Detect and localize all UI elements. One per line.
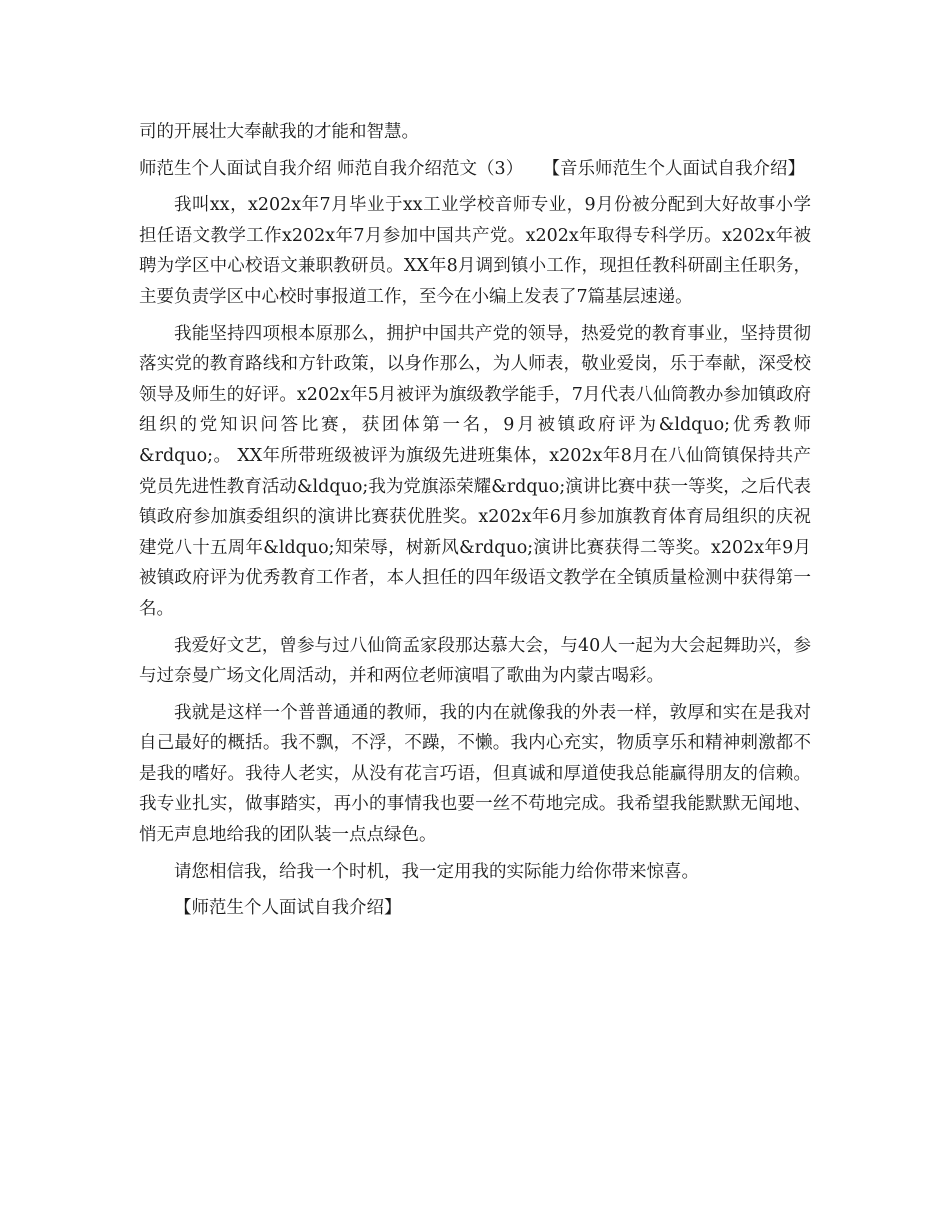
section-subtitle: 【音乐师范生个人面试自我介绍】 bbox=[551, 158, 805, 179]
closing-heading: 【师范生个人面试自我介绍】 bbox=[174, 898, 402, 919]
paragraph-4: 我就是这样一个普普通通的教师，我的内在就像我的外表一样，敦厚和实在是我对自己最好的概括。我不飘，不浮，不躁，不懒。我内心充实，物质享乐和精神刺激都不是我的嗜好。我待人老实，从没有花言巧语，但真诚和厚道使我总能赢得朋友的信赖。我专业扎实，做事踏实，再小的事情我也要一丝不苟地完成。我希望我能默默无闻地、悄无声息地给我的团队装一点点绿色。 bbox=[139, 702, 811, 846]
paragraph-5: 请您相信我，给我一个时机，我一定用我的实际能力给你带来惊喜。 bbox=[174, 861, 699, 882]
section-title: 师范生个人面试自我介绍 师范自我介绍范文（3） bbox=[139, 158, 524, 179]
paragraph-3: 我爱好文艺，曾参与过八仙筒孟家段那达慕大会，与40人一起为大会起舞助兴，参与过奈曼广场文化周活动，并和两位老师演唱了歌曲为内蒙古喝彩。 bbox=[139, 635, 811, 687]
section-heading bbox=[139, 154, 811, 185]
paragraph-2: 我能坚持四项根本原那么，拥护中国共产党的领导，热爱党的教育事业，坚持贯彻落实党的教育路线和方针政策，以身作那么，为人师表，敬业爱岗，乐于奉献，深受校领导及师生的好评。x202x年5月被评为旗级教学能手，7月代表八仙筒教办参加镇政府组织的党知识问答比赛，获团体第一名，9月被镇政府评为&ldquo;优秀教师&rdquo;。 XX年所带班级被评为旗级先进班集体，x202x年8月在八仙筒镇保持共产党员先进性教育活动&ldquo;我为党旗添荣耀&rdquo;演讲比赛中获一等奖，之后代表镇政府参加旗委组织的演讲比赛获优胜奖。x202x年6月参加旗教育体育局组织的庆祝建党八十五周年&ldquo;知荣辱，树新风&rdquo;演讲比赛获得二等奖。x202x年9月被镇政府评为优秀教育工作者，本人担任的四年级语文教学在全镇质量检测中获得第一名。 bbox=[139, 323, 811, 619]
lead-line: 司的开展壮大奉献我的才能和智慧。 bbox=[139, 122, 419, 142]
document-body bbox=[139, 117, 811, 924]
paragraph-1: 我叫xx，x202x年7月毕业于xx工业学校音师专业，9月份被分配到大好故事小学担任语文教学工作x202x年7月参加中国共产党。x202x年取得专科学历。x202x年被聘为学区中心校语文兼职教研员。XX年8月调到镇小工作，现担任教科研副主任职务，主要负责学区中心校时事报道工作，至今在小编上发表了7篇基层速递。 bbox=[139, 195, 811, 307]
